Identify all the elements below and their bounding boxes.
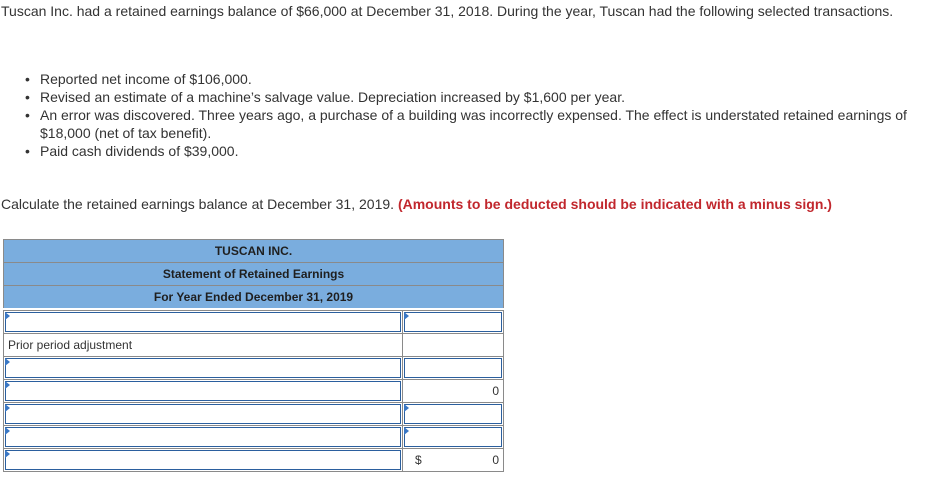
amount-input[interactable] bbox=[403, 426, 503, 448]
bullet-icon: • bbox=[25, 143, 30, 159]
statement-title: Statement of Retained Earnings bbox=[3, 262, 504, 285]
statement-period: For Year Ended December 31, 2019 bbox=[3, 285, 504, 308]
dropdown-field[interactable] bbox=[5, 450, 401, 470]
amount-input[interactable] bbox=[403, 357, 503, 379]
table-row bbox=[3, 426, 504, 449]
table-row bbox=[3, 334, 504, 357]
problem-intro: Tuscan Inc. had a retained earnings balance of $66,000 at December 31, 2018. During the year, Tuscan had the following selected transactions. bbox=[1, 3, 894, 19]
input-marker-icon bbox=[404, 427, 409, 435]
list-item bbox=[24, 88, 939, 106]
amount-value: 0 bbox=[492, 384, 499, 398]
list-item bbox=[24, 142, 939, 160]
amount-cell bbox=[403, 334, 503, 356]
dropdown-field[interactable] bbox=[5, 427, 401, 447]
table-row bbox=[3, 380, 504, 403]
amount-input[interactable] bbox=[403, 311, 503, 333]
dropdown-marker-icon bbox=[5, 427, 10, 435]
question-text: Calculate the retained earnings balance at December 31, 2019. bbox=[1, 196, 395, 212]
bullet-icon: • bbox=[25, 107, 30, 123]
amount-field[interactable] bbox=[404, 312, 502, 332]
dropdown-marker-icon bbox=[5, 381, 10, 389]
transaction-text: Paid cash dividends of $39,000. bbox=[40, 143, 239, 159]
line-item-select[interactable] bbox=[4, 426, 403, 448]
transaction-list bbox=[24, 70, 939, 160]
list-item bbox=[24, 70, 939, 88]
input-marker-icon bbox=[404, 404, 409, 412]
amount-field[interactable] bbox=[404, 358, 502, 378]
total-amount-cell bbox=[403, 449, 503, 471]
dropdown-marker-icon bbox=[5, 450, 10, 458]
line-item-select[interactable] bbox=[4, 357, 403, 379]
deduction-instruction: (Amounts to be deducted should be indicated with a minus sign.) bbox=[397, 196, 832, 212]
table-row bbox=[3, 449, 504, 472]
amount-cell bbox=[403, 380, 503, 402]
dropdown-field[interactable] bbox=[5, 312, 401, 332]
row-label-cell bbox=[4, 334, 403, 356]
dropdown-field[interactable] bbox=[5, 381, 401, 401]
dropdown-field[interactable] bbox=[5, 404, 401, 424]
transaction-text: Revised an estimate of a machine’s salvage value. Depreciation increased by $1,600 per year. bbox=[40, 89, 625, 105]
amount-field[interactable] bbox=[404, 404, 502, 424]
amount-input[interactable] bbox=[403, 403, 503, 425]
statement-company: TUSCAN INC. bbox=[3, 239, 504, 262]
question-prompt bbox=[1, 195, 832, 213]
line-item-select[interactable] bbox=[4, 449, 403, 471]
dropdown-marker-icon bbox=[5, 404, 10, 412]
transaction-text: An error was discovered. Three years ago, a purchase of a building was incorrectly expensed. The effect is understated retained earnings of $18,000 (net of tax benefit). bbox=[40, 107, 907, 141]
row-label: Prior period adjustment bbox=[8, 338, 133, 352]
bullet-icon: • bbox=[25, 71, 30, 87]
transaction-text: Reported net income of $106,000. bbox=[40, 71, 252, 87]
bullet-icon: • bbox=[25, 89, 30, 105]
amount-field[interactable] bbox=[404, 427, 502, 447]
table-row bbox=[3, 357, 504, 380]
input-marker-icon bbox=[404, 312, 409, 320]
dropdown-marker-icon bbox=[5, 358, 10, 366]
table-row bbox=[3, 310, 504, 334]
currency-symbol: $ bbox=[415, 453, 422, 467]
line-item-select[interactable] bbox=[4, 311, 403, 333]
retained-earnings-statement bbox=[3, 239, 504, 472]
line-item-select[interactable] bbox=[4, 403, 403, 425]
dropdown-field[interactable] bbox=[5, 358, 401, 378]
line-item-select[interactable] bbox=[4, 380, 403, 402]
table-row bbox=[3, 403, 504, 426]
amount-value: 0 bbox=[492, 453, 499, 467]
dropdown-marker-icon bbox=[5, 312, 10, 320]
list-item bbox=[24, 106, 939, 142]
